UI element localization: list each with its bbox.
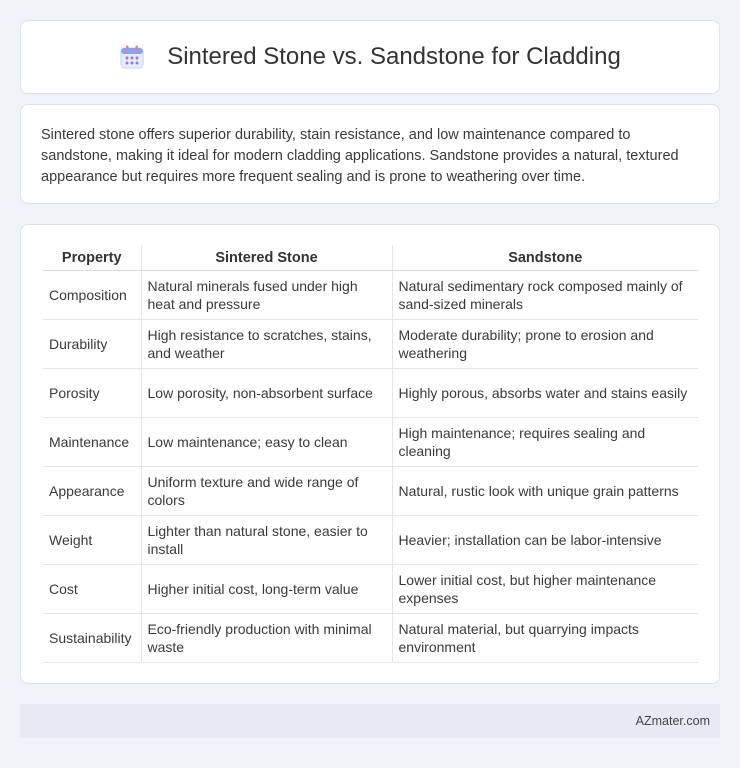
property-cell: Durability <box>43 319 141 368</box>
sandstone-cell: Moderate durability; prone to erosion and weathering <box>392 319 698 368</box>
table-row <box>43 613 698 662</box>
comparison-table-card <box>20 224 720 684</box>
sandstone-cell: Lower initial cost, but higher maintenance expenses <box>392 564 698 613</box>
title-card <box>20 20 720 94</box>
footer-source: AZmater.com <box>635 714 710 728</box>
table-row <box>43 319 698 368</box>
table-row <box>43 270 698 319</box>
header-sintered-stone: Sintered Stone <box>141 245 392 270</box>
property-cell: Appearance <box>43 466 141 515</box>
sandstone-cell: Heavier; installation can be labor-intensive <box>392 515 698 564</box>
sintered-cell: Lighter than natural stone, easier to install <box>141 515 392 564</box>
sintered-cell: Higher initial cost, long-term value <box>141 564 392 613</box>
sandstone-cell: Highly porous, absorbs water and stains easily <box>392 368 698 417</box>
summary-text: Sintered stone offers superior durability, stain resistance, and low maintenance compared to sandstone, making it ideal for modern cladding applications. Sandstone provides a natural, textured appearance but requires more frequent sealing and is prone to weathering over time. <box>41 127 679 185</box>
header-property: Property <box>43 245 141 270</box>
sintered-cell: Uniform texture and wide range of colors <box>141 466 392 515</box>
sandstone-cell: Natural material, but quarrying impacts environment <box>392 613 698 662</box>
sintered-cell: Low porosity, non-absorbent surface <box>141 368 392 417</box>
property-cell: Sustainability <box>43 613 141 662</box>
table-row <box>43 466 698 515</box>
summary-card <box>20 104 720 204</box>
table-row <box>43 515 698 564</box>
property-cell: Weight <box>43 515 141 564</box>
property-cell: Maintenance <box>43 417 141 466</box>
property-cell: Cost <box>43 564 141 613</box>
sandstone-cell: Natural sedimentary rock composed mainly of sand-sized minerals <box>392 270 698 319</box>
calendar-icon <box>119 44 145 70</box>
sintered-cell: Eco-friendly production with minimal waste <box>141 613 392 662</box>
table-row <box>43 368 698 417</box>
sandstone-cell: Natural, rustic look with unique grain patterns <box>392 466 698 515</box>
sintered-cell: High resistance to scratches, stains, and weather <box>141 319 392 368</box>
table-header-row <box>43 245 698 270</box>
table-row <box>43 564 698 613</box>
table-row <box>43 417 698 466</box>
header-sandstone: Sandstone <box>392 245 698 270</box>
footer <box>20 704 720 738</box>
property-cell: Composition <box>43 270 141 319</box>
property-cell: Porosity <box>43 368 141 417</box>
sintered-cell: Natural minerals fused under high heat and pressure <box>141 270 392 319</box>
sintered-cell: Low maintenance; easy to clean <box>141 417 392 466</box>
sandstone-cell: High maintenance; requires sealing and cleaning <box>392 417 698 466</box>
page-title: Sintered Stone vs. Sandstone for Cladding <box>167 43 621 70</box>
comparison-table <box>43 245 698 663</box>
